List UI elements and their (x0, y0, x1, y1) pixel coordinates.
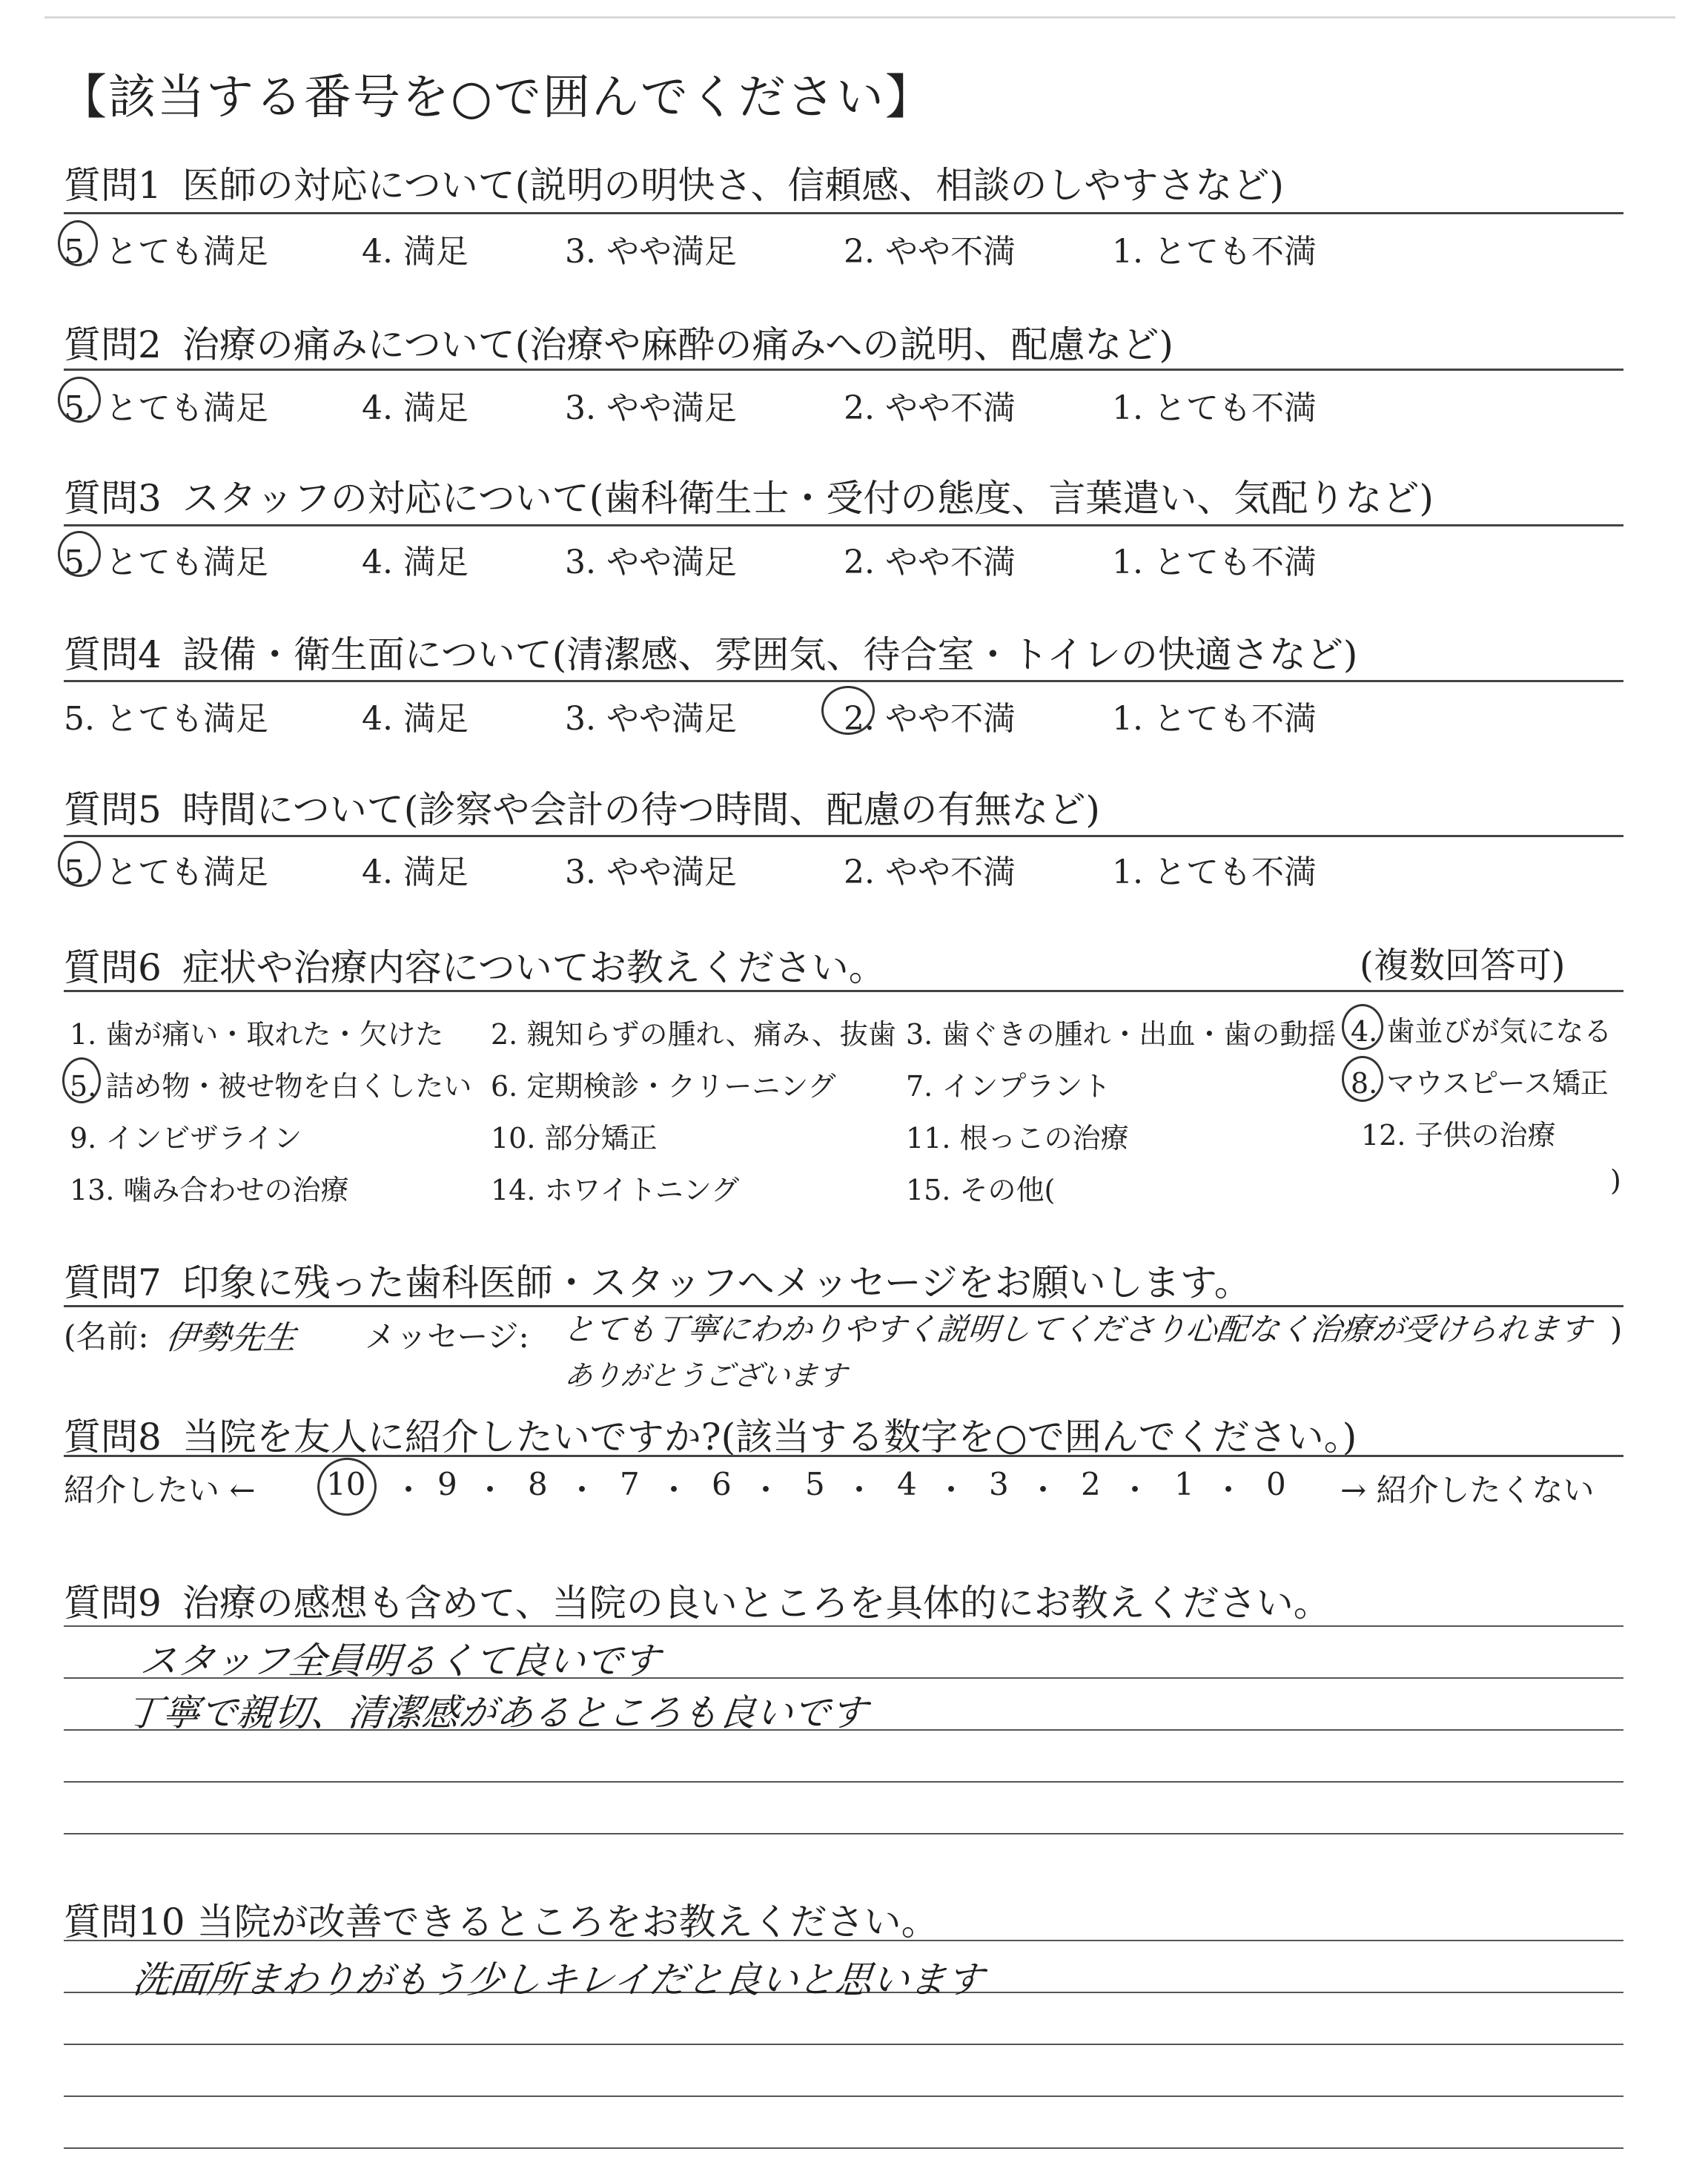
question-text: 当院を友人に紹介したいですか?(該当する数字を○で囲んでください。) (182, 1416, 1357, 1459)
scale-dot: ・ (1027, 1472, 1059, 1508)
question-9 (64, 1573, 1331, 1627)
scale-4[interactable]: 4 (897, 1466, 917, 1502)
option-4[interactable]: 4. 満足 (362, 700, 469, 738)
answer-line (64, 1781, 1623, 1783)
option-1[interactable]: 1. とても不満 (1112, 853, 1317, 891)
scale-dot: ・ (1119, 1472, 1151, 1508)
option-5[interactable]: 5. とても満足 (64, 700, 268, 738)
question-rule (64, 990, 1623, 992)
option-2[interactable]: 2. やや不満 (844, 233, 1016, 271)
answer-line (64, 1940, 1623, 1941)
question-text: 治療の痛みについて(治療や麻酔の痛みへの説明、配慮など) (182, 323, 1174, 366)
answer-line (64, 1625, 1623, 1627)
answer-line (64, 2044, 1623, 2045)
symptom-option-9[interactable]: 9. インビザライン (70, 1122, 302, 1155)
question-text: 症状や治療内容についてお教えください。 (182, 946, 886, 989)
q3-options (64, 535, 1623, 580)
answer-circle-mark (58, 531, 101, 577)
scale-dot: ・ (393, 1472, 425, 1508)
symptom-option-2[interactable]: 2. 親知らずの腫れ、痛み、抜歯 (491, 1018, 896, 1051)
option-1[interactable]: 1. とても不満 (1112, 544, 1317, 581)
q2-options (64, 381, 1623, 426)
answer-line (64, 2147, 1623, 2149)
option-1[interactable]: 1. とても不満 (1112, 389, 1317, 427)
top-edge-line (44, 16, 1675, 19)
scale-3[interactable]: 3 (989, 1466, 1009, 1502)
answer-line (64, 2095, 1623, 2097)
question-text: スタッフの対応について(歯科衛生士・受付の態度、言葉遣い、気配りなど) (182, 477, 1434, 520)
option-3[interactable]: 3. やや満足 (565, 544, 737, 581)
q4-options (64, 692, 1623, 736)
scale-dot: ・ (936, 1472, 967, 1508)
scale-5[interactable]: 5 (805, 1466, 825, 1502)
question-number: 質問4 (64, 633, 162, 676)
option-3[interactable]: 3. やや満足 (565, 700, 737, 738)
handwritten-answer-line-1[interactable]: 洗面所まわりがもう少しキレイだと良いと思います (130, 1958, 986, 2001)
scale-8[interactable]: 8 (528, 1466, 548, 1502)
handwritten-message-line-1[interactable]: とても丁寧にわかりやすく説明してくださり心配なく治療が受けられます (561, 1311, 1593, 1347)
answer-circle-mark (1342, 1004, 1383, 1050)
scale-6[interactable]: 6 (712, 1466, 732, 1502)
option-1[interactable]: 1. とても不満 (1112, 700, 1317, 738)
question-rule (64, 369, 1623, 371)
symptom-option-6[interactable]: 6. 定期検診・クリーニング (491, 1070, 836, 1103)
answer-circle-mark (58, 220, 98, 266)
instruction-header: 【該当する番号を○で囲んでください】 (59, 70, 934, 125)
question-7 (64, 1253, 1251, 1307)
option-4[interactable]: 4. 満足 (362, 389, 469, 427)
answer-circle-mark (821, 686, 875, 735)
option-4[interactable]: 4. 満足 (362, 544, 469, 581)
question-number: 質問10 (64, 1900, 185, 1943)
question-number: 質問2 (64, 323, 162, 366)
scale-dot: ・ (844, 1472, 875, 1508)
other-close-paren: ) (1610, 1164, 1621, 1197)
recommend-right-label: → 紹介したくない (1340, 1472, 1595, 1508)
answer-circle-mark (58, 841, 101, 887)
answer-circle-mark (311, 1451, 383, 1522)
question-text: 設備・衛生面について(清潔感、雰囲気、待合室・トイレの快適さなど) (182, 633, 1358, 676)
symptom-option-15[interactable]: 15. その他( (906, 1174, 1056, 1206)
option-1[interactable]: 1. とても不満 (1112, 233, 1317, 271)
handwritten-answer-line-2[interactable]: 丁寧で親切、清潔感があるところも良いです (123, 1691, 870, 1734)
question-text: 医師の対応について(説明の明快さ、信頼感、相談のしやすさなど) (182, 164, 1284, 207)
q1-options (64, 225, 1623, 269)
option-2[interactable]: 2. やや不満 (844, 389, 1016, 427)
question-3 (64, 469, 1434, 522)
question-rule (64, 524, 1623, 526)
question-number: 質問9 (64, 1582, 162, 1625)
handwritten-answer-line-1[interactable]: スタッフ全員明るくて良いです (138, 1639, 662, 1682)
scale-dot: ・ (750, 1472, 782, 1508)
question-4 (64, 625, 1357, 678)
answer-circle-mark (1342, 1056, 1383, 1102)
question-number: 質問7 (64, 1261, 162, 1304)
symptom-option-1[interactable]: 1. 歯が痛い・取れた・欠けた (70, 1018, 444, 1051)
scale-7[interactable]: 7 (620, 1466, 640, 1502)
question-5 (64, 780, 1100, 833)
symptom-option-13[interactable]: 13. 噛み合わせの治療 (70, 1174, 349, 1206)
recommend-left-label: 紹介したい ← (64, 1472, 256, 1508)
option-2[interactable]: 2. やや不満 (844, 544, 1016, 581)
handwritten-message-line-2[interactable]: ありがとうございます (563, 1359, 848, 1392)
symptom-option-11[interactable]: 11. 根っこの治療 (906, 1122, 1129, 1155)
symptom-option-7[interactable]: 7. インプラント (906, 1070, 1111, 1103)
question-number: 質問8 (64, 1416, 162, 1459)
name-label: (名前: (64, 1318, 149, 1355)
option-5[interactable]: 5. とても満足 (64, 544, 268, 581)
option-5[interactable]: 5. とても満足 (64, 853, 268, 891)
q5-options (64, 845, 1623, 890)
question-rule (64, 835, 1623, 837)
scale-dot: ・ (474, 1472, 506, 1508)
scale-0[interactable]: 0 (1266, 1466, 1286, 1502)
question-number: 質問6 (64, 946, 162, 989)
scale-dot: ・ (566, 1472, 598, 1508)
answer-circle-mark (58, 377, 101, 423)
symptom-option-8[interactable]: 8. マウスピース矯正 (1351, 1067, 1609, 1100)
option-3[interactable]: 3. やや満足 (565, 853, 737, 891)
question-8 (64, 1407, 1357, 1461)
option-5[interactable]: 5. とても満足 (64, 233, 268, 271)
scale-2[interactable]: 2 (1081, 1466, 1101, 1502)
question-text: 印象に残った歯科医師・スタッフへメッセージをお願いします。 (182, 1261, 1251, 1304)
question-1 (64, 156, 1284, 209)
question-number: 質問1 (64, 164, 162, 207)
option-5[interactable]: 5. とても満足 (64, 389, 268, 427)
question-2 (64, 315, 1174, 369)
symptom-option-12[interactable]: 12. 子供の治療 (1361, 1119, 1556, 1152)
scale-dot: ・ (658, 1472, 690, 1508)
symptom-option-14[interactable]: 14. ホワイトニング (491, 1174, 740, 1206)
symptom-option-4[interactable]: 4. 歯並びが気になる (1351, 1015, 1612, 1048)
question-rule (64, 680, 1623, 682)
question-text: 治療の感想も含めて、当院の良いところを具体的にお教えください。 (182, 1582, 1331, 1625)
scale-dot: ・ (1213, 1472, 1245, 1508)
message-label: メッセージ: (365, 1318, 529, 1355)
option-4[interactable]: 4. 満足 (362, 233, 469, 271)
answer-circle-mark (62, 1057, 101, 1103)
question-rule (64, 1455, 1623, 1457)
question-number: 質問3 (64, 477, 162, 520)
answer-line (64, 1833, 1623, 1834)
question-number: 質問5 (64, 788, 162, 831)
multiple-answer-note: (複数回答可) (1360, 945, 1566, 986)
scale-1[interactable]: 1 (1174, 1466, 1194, 1502)
symptom-option-5[interactable]: 5. 詰め物・被せ物を白くしたい (70, 1070, 472, 1103)
symptom-option-10[interactable]: 10. 部分矯正 (491, 1122, 658, 1155)
scale-9[interactable]: 9 (437, 1466, 457, 1502)
option-2[interactable]: 2. やや不満 (844, 700, 1016, 738)
handwritten-name[interactable]: 伊勢先生 (163, 1319, 299, 1357)
option-3[interactable]: 3. やや満足 (565, 233, 737, 271)
message-close-paren: ) (1610, 1311, 1623, 1347)
question-10 (64, 1892, 939, 1946)
symptom-option-3[interactable]: 3. 歯ぐきの腫れ・出血・歯の動揺 (906, 1018, 1337, 1051)
question-text: 時間について(診察や会計の待つ時間、配慮の有無など) (182, 788, 1100, 831)
option-2[interactable]: 2. やや不満 (844, 853, 1016, 891)
question-6 (64, 938, 886, 991)
option-3[interactable]: 3. やや満足 (565, 389, 737, 427)
scale-10[interactable]: 10 (326, 1466, 366, 1502)
option-4[interactable]: 4. 満足 (362, 853, 469, 891)
question-text: 当院が改善できるところをお教えください。 (196, 1900, 939, 1943)
question-rule (64, 212, 1623, 214)
